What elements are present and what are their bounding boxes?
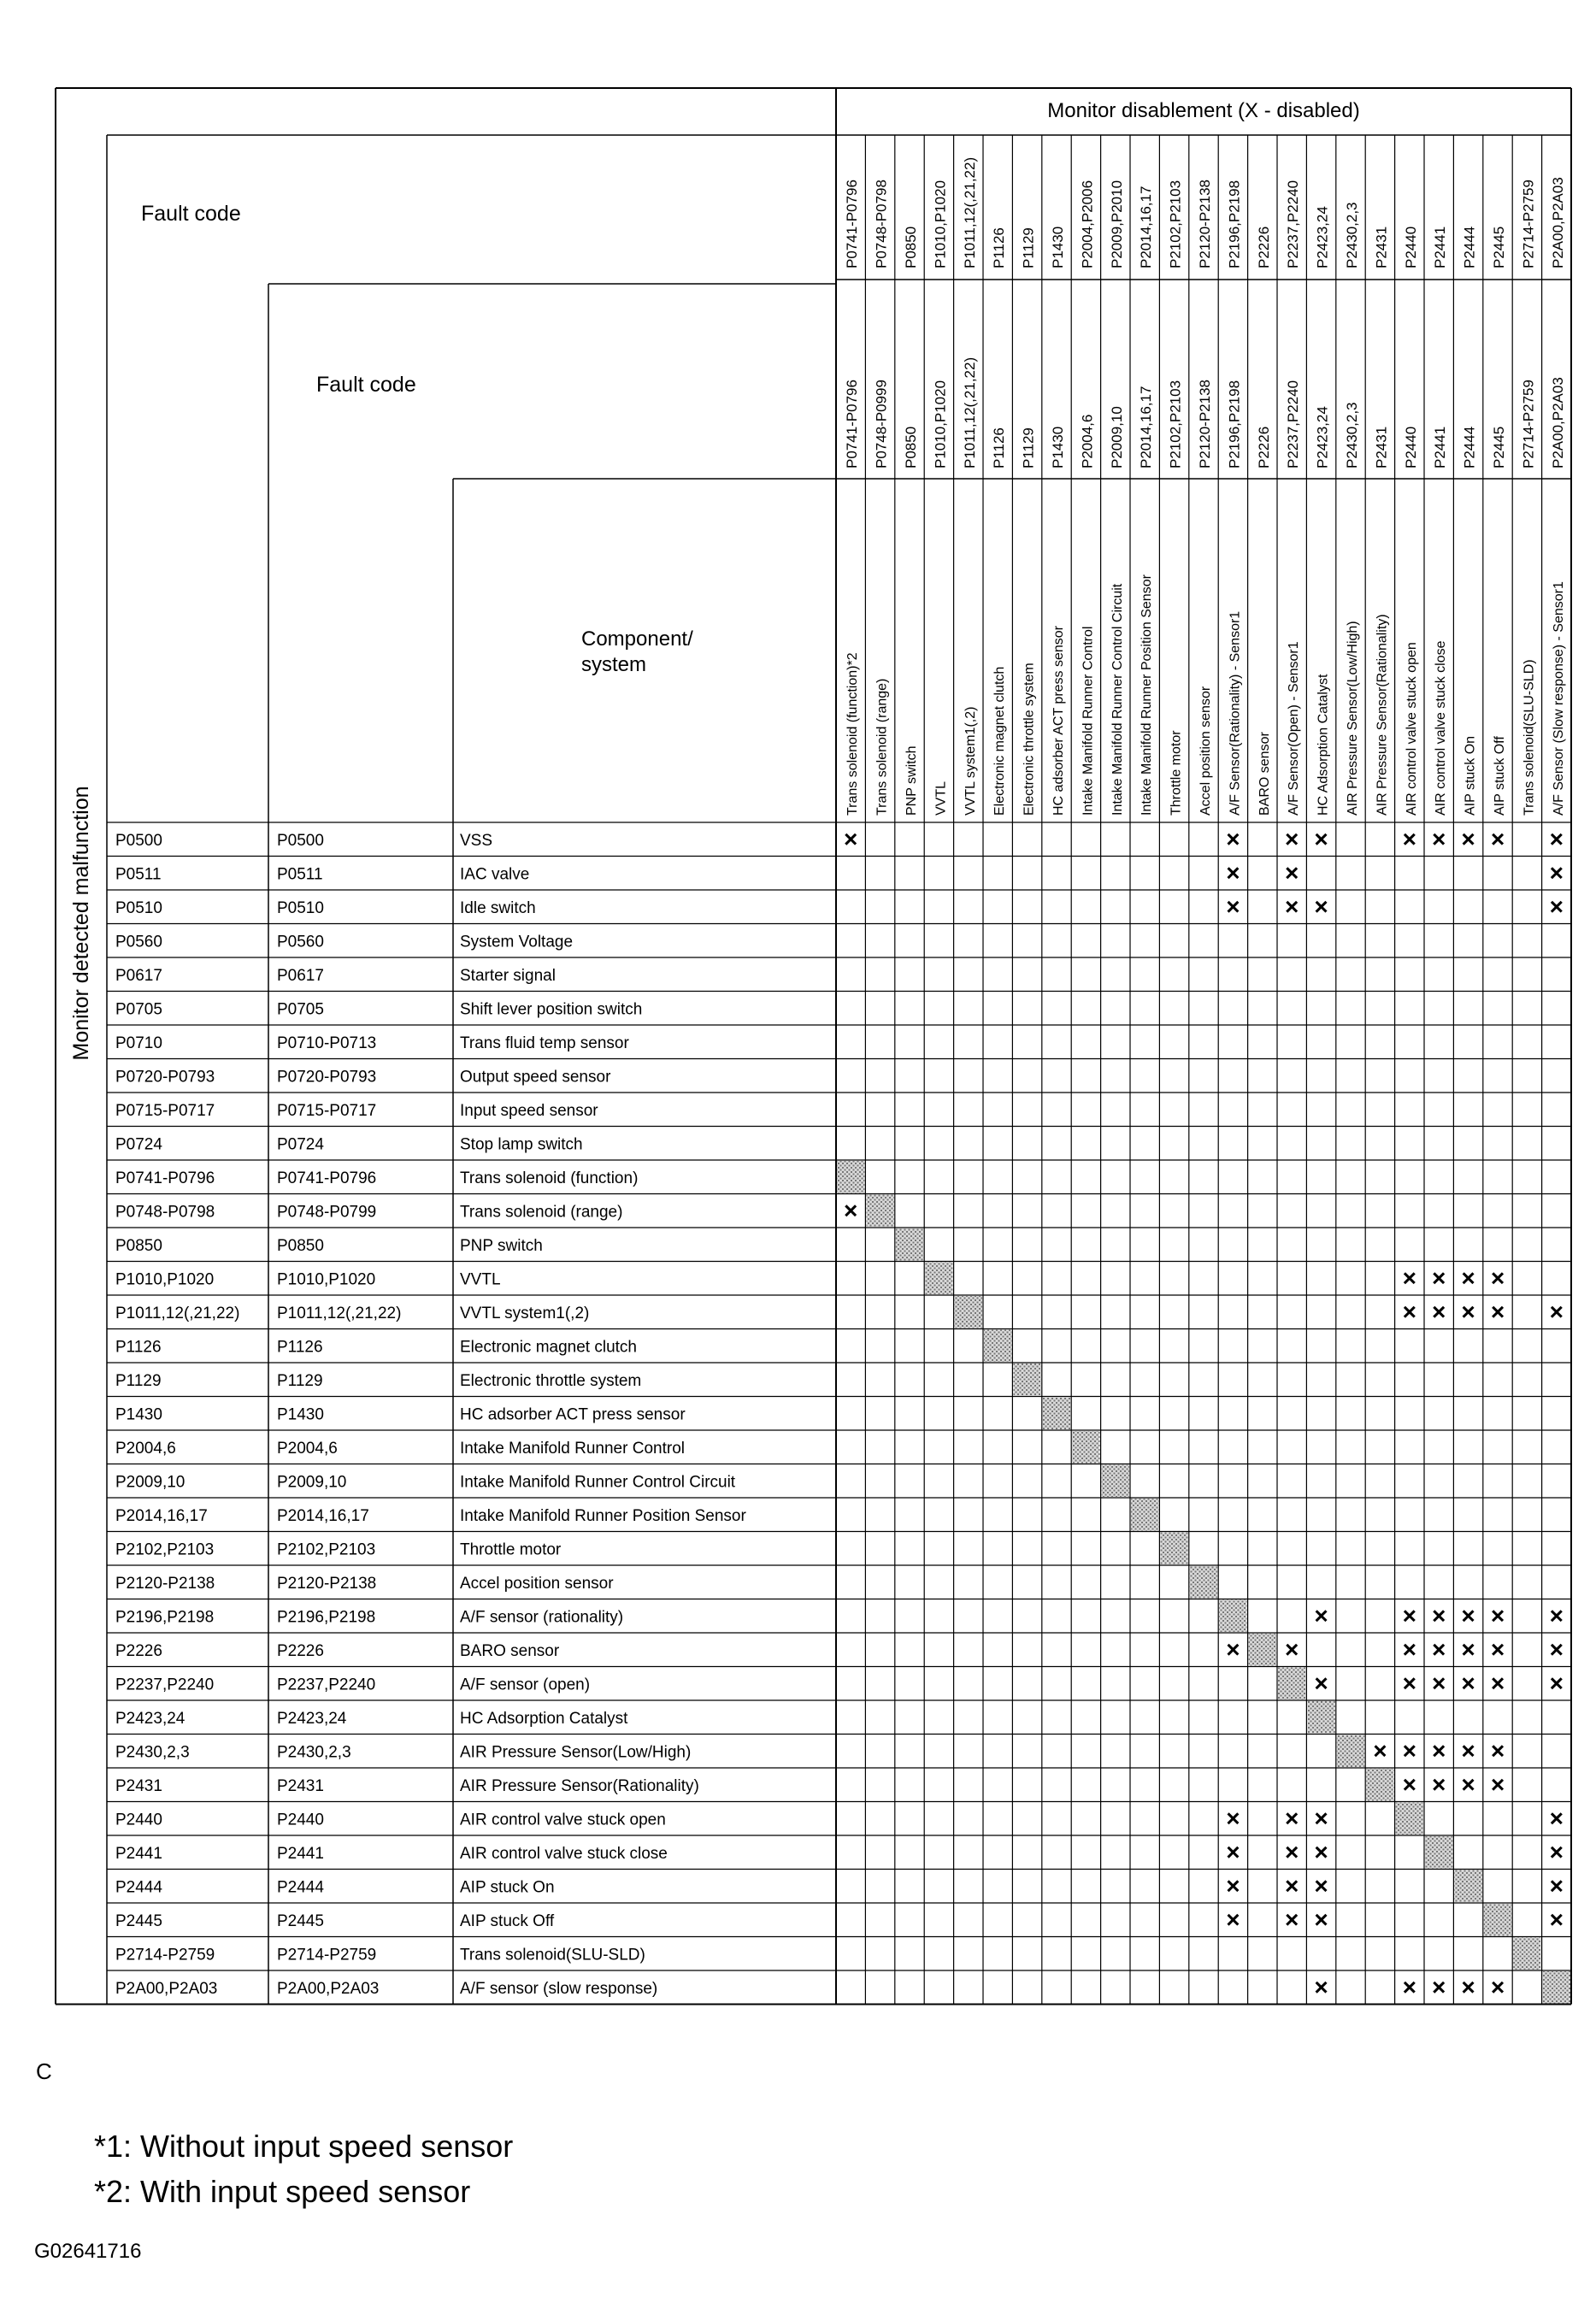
- disabled-x-mark: ×: [1314, 1839, 1328, 1866]
- row-component-label: HC adsorber ACT press sensor: [460, 1405, 686, 1424]
- column-fault-code-2: P2009,10: [1108, 406, 1125, 468]
- footnote-2: *2: With input speed sensor: [94, 2174, 471, 2209]
- row-fault-code-2: P2441: [277, 1844, 324, 1863]
- disabled-x-mark: ×: [1490, 1771, 1505, 1799]
- disabled-x-mark: ×: [1226, 859, 1240, 886]
- row-component-label: AIR control valve stuck open: [460, 1811, 666, 1829]
- column-fault-code-1: P2004,P2006: [1079, 180, 1096, 268]
- row-fault-code-1: P1126: [115, 1338, 162, 1357]
- row-component-label: Trans solenoid(SLU-SLD): [460, 1946, 645, 1964]
- column-fault-code-2: P0741-P0796: [844, 380, 861, 468]
- column-component-label: Intake Manifold Runner Position Sensor: [1140, 574, 1155, 816]
- column-fault-code-1: P2423,24: [1314, 206, 1331, 268]
- column-fault-code-1: P0850: [903, 226, 919, 268]
- column-fault-code-2: P1010,P1020: [932, 380, 949, 468]
- row-fault-code-1: P1430: [115, 1405, 162, 1424]
- row-fault-code-1: P0511: [115, 865, 162, 884]
- row-fault-code-2: P0710-P0713: [277, 1034, 377, 1052]
- column-fault-code-2: P2431: [1373, 426, 1390, 468]
- disabled-x-mark: ×: [1490, 1602, 1505, 1629]
- row-fault-code-2: P2009,10: [277, 1473, 347, 1492]
- disabled-x-mark: ×: [1549, 826, 1564, 853]
- diagonal-shaded-cell: [1366, 1769, 1393, 1801]
- row-component-label: Stop lamp switch: [460, 1135, 583, 1154]
- column-component-label: Trans solenoid (function)*2: [845, 652, 861, 816]
- row-fault-code-2: P0560: [277, 933, 324, 951]
- column-fault-code-1: P2102,P2103: [1167, 180, 1184, 268]
- row-fault-code-1: P2423,24: [115, 1709, 186, 1728]
- column-fault-code-2: P2441: [1432, 426, 1449, 468]
- row-fault-code-2: P0741-P0796: [277, 1169, 377, 1187]
- disabled-x-mark: ×: [1285, 1636, 1299, 1664]
- disabled-x-mark: ×: [1226, 1839, 1240, 1866]
- row-component-label: Shift lever position switch: [460, 1000, 643, 1019]
- row-component-label: AIP stuck Off: [460, 1911, 555, 1930]
- row-fault-code-2: P2430,2,3: [277, 1743, 351, 1762]
- disabled-x-mark: ×: [1285, 893, 1299, 921]
- row-fault-code-1: P2445: [115, 1911, 162, 1930]
- disabled-x-mark: ×: [1314, 1872, 1328, 1900]
- monitor-detected-malfunction-label: Monitor detected malfunction: [69, 786, 93, 1061]
- row-component-label: Accel position sensor: [460, 1574, 614, 1593]
- column-fault-code-2: P1011,12(,21,22): [961, 356, 978, 468]
- column-fault-code-1: P2440: [1402, 226, 1419, 268]
- row-fault-code-2: P0511: [277, 865, 323, 884]
- disabled-x-mark: ×: [1432, 1771, 1446, 1799]
- row-component-label: AIP stuck On: [460, 1878, 555, 1897]
- column-component-label: Throttle motor: [1169, 730, 1184, 816]
- row-fault-code-2: P0720-P0793: [277, 1068, 377, 1087]
- disabled-x-mark: ×: [1285, 1839, 1299, 1866]
- row-component-label: Intake Manifold Runner Control: [460, 1439, 685, 1458]
- disabled-x-mark: ×: [1461, 1974, 1475, 2001]
- column-fault-code-2: P2196,P2198: [1226, 380, 1243, 468]
- row-fault-code-2: P2226: [277, 1641, 324, 1660]
- row-fault-code-1: P1011,12(,21,22): [115, 1304, 240, 1322]
- row-component-label: Intake Manifold Runner Control Circuit: [460, 1473, 736, 1492]
- row-fault-code-2: P0500: [277, 831, 324, 850]
- disabled-x-mark: ×: [1432, 1636, 1446, 1664]
- diagonal-shaded-cell: [1219, 1600, 1246, 1633]
- disabled-x-mark: ×: [1285, 859, 1299, 886]
- diagonal-shaded-cell: [1190, 1566, 1217, 1599]
- disabled-x-mark: ×: [1226, 1805, 1240, 1832]
- row-fault-code-2: P0748-P0799: [277, 1203, 377, 1222]
- column-fault-code-1: P2441: [1432, 226, 1449, 268]
- diagonal-shaded-cell: [1102, 1465, 1129, 1498]
- diagonal-shaded-cell: [925, 1263, 952, 1295]
- disabled-x-mark: ×: [1314, 893, 1328, 921]
- diagonal-shaded-cell: [1337, 1735, 1364, 1768]
- row-fault-code-1: P2102,P2103: [115, 1540, 215, 1559]
- row-component-label: A/F sensor (slow response): [460, 1979, 658, 1998]
- disabled-x-mark: ×: [1314, 1670, 1328, 1697]
- column-component-label: HC Adsorption Catalyst: [1316, 674, 1331, 816]
- footnote-1: *1: Without input speed sensor: [94, 2129, 514, 2164]
- disabled-x-mark: ×: [1490, 1737, 1505, 1764]
- disabled-x-mark: ×: [1461, 1602, 1475, 1629]
- row-component-label: Output speed sensor: [460, 1068, 611, 1087]
- column-fault-code-1: P2120-P2138: [1197, 180, 1213, 268]
- row-fault-code-2: P1129: [277, 1371, 323, 1390]
- row-component-label: A/F sensor (rationality): [460, 1608, 624, 1627]
- disabled-x-mark: ×: [1461, 1737, 1475, 1764]
- disabled-x-mark: ×: [1402, 1974, 1416, 2001]
- column-fault-code-1: P1010,P1020: [932, 180, 949, 268]
- column-component-label: A/F Sensor(Open) - Sensor1: [1287, 641, 1302, 816]
- column-fault-code-2: P2A00,P2A03: [1549, 377, 1566, 468]
- row-fault-code-2: P2445: [277, 1911, 324, 1930]
- row-fault-code-2: P0705: [277, 1000, 324, 1019]
- row-fault-code-1: P2009,10: [115, 1473, 186, 1492]
- disabled-x-mark: ×: [1432, 1602, 1446, 1629]
- row-fault-code-1: P0741-P0796: [115, 1169, 215, 1187]
- column-component-label: A/F Sensor(Rationality) - Sensor1: [1228, 610, 1243, 816]
- disabled-x-mark: ×: [1373, 1737, 1387, 1764]
- diagonal-shaded-cell: [1307, 1701, 1334, 1734]
- column-component-label: HC adsorber ACT press sensor: [1051, 625, 1066, 816]
- disabled-x-mark: ×: [1490, 1264, 1505, 1292]
- row-fault-code-1: P2441: [115, 1844, 162, 1863]
- row-fault-code-2: P2196,P2198: [277, 1608, 376, 1627]
- disabled-x-mark: ×: [1226, 1636, 1240, 1664]
- row-fault-code-1: P2004,6: [115, 1439, 176, 1458]
- column-fault-code-2: P2120-P2138: [1197, 380, 1213, 468]
- disabled-x-mark: ×: [1285, 1805, 1299, 1832]
- row-fault-code-1: P2120-P2138: [115, 1574, 215, 1593]
- disabled-x-mark: ×: [1490, 1299, 1505, 1326]
- disabled-x-mark: ×: [1314, 826, 1328, 853]
- row-fault-code-1: P1129: [115, 1371, 162, 1390]
- disabled-x-mark: ×: [1461, 1670, 1475, 1697]
- row-component-label: IAC valve: [460, 865, 530, 884]
- row-fault-code-2: P1010,P1020: [277, 1270, 376, 1289]
- column-fault-code-2: P2714-P2759: [1520, 380, 1537, 468]
- column-fault-code-1: P2714-P2759: [1520, 180, 1537, 268]
- disabled-x-mark: ×: [1432, 826, 1446, 853]
- row-fault-code-1: P2444: [115, 1878, 162, 1897]
- disabled-x-mark: ×: [1432, 1670, 1446, 1697]
- disabled-x-mark: ×: [1402, 1636, 1416, 1664]
- row-fault-code-2: P2444: [277, 1878, 324, 1897]
- column-fault-code-2: P0850: [903, 426, 919, 468]
- row-component-label: Trans fluid temp sensor: [460, 1034, 629, 1052]
- column-component-label: Electronic magnet clutch: [992, 666, 1008, 816]
- diagonal-shaded-cell: [1396, 1803, 1423, 1835]
- disabled-x-mark: ×: [1490, 826, 1505, 853]
- column-component-label: Electronic throttle system: [1022, 663, 1037, 816]
- disabled-x-mark: ×: [1285, 826, 1299, 853]
- column-fault-code-2: P2237,P2240: [1285, 380, 1302, 468]
- column-fault-code-1: P2237,P2240: [1285, 180, 1302, 268]
- row-fault-code-1: P2430,2,3: [115, 1743, 190, 1762]
- column-fault-code-1: P1430: [1050, 226, 1066, 268]
- disabled-x-mark: ×: [1314, 1906, 1328, 1934]
- column-fault-code-1: P1129: [1020, 227, 1037, 268]
- disabled-x-mark: ×: [1461, 1636, 1475, 1664]
- column-component-label: AIP stuck Off: [1493, 736, 1507, 816]
- row-fault-code-1: P0500: [115, 831, 162, 850]
- monitor-disablement-title: Monitor disablement (X - disabled): [1047, 99, 1360, 122]
- column-component-label: A/F Sensor (Slow response) - Sensor1: [1551, 581, 1566, 816]
- column-fault-code-1: P2445: [1491, 226, 1507, 268]
- row-fault-code-2: P0510: [277, 898, 324, 917]
- row-fault-code-2: P1126: [277, 1338, 323, 1357]
- column-fault-code-2: P2444: [1461, 426, 1478, 468]
- disabled-x-mark: ×: [1461, 826, 1475, 853]
- disabled-x-mark: ×: [1402, 1670, 1416, 1697]
- row-fault-code-2: P0850: [277, 1236, 324, 1255]
- disabled-x-mark: ×: [1314, 1602, 1328, 1629]
- diagonal-shaded-cell: [1131, 1499, 1158, 1531]
- figure-id: G02641716: [34, 2240, 142, 2263]
- column-fault-code-2: P2226: [1255, 426, 1272, 468]
- disabled-x-mark: ×: [844, 1197, 858, 1224]
- row-component-label: Trans solenoid (range): [460, 1203, 623, 1222]
- column-fault-code-1: P2A00,P2A03: [1549, 177, 1566, 268]
- disabled-x-mark: ×: [1432, 1737, 1446, 1764]
- diagonal-shaded-cell: [1425, 1836, 1452, 1869]
- disabled-x-mark: ×: [1402, 1299, 1416, 1326]
- diagonal-shaded-cell: [896, 1228, 923, 1261]
- disabled-x-mark: ×: [1402, 826, 1416, 853]
- column-fault-code-2: P2445: [1491, 426, 1507, 468]
- column-component-label: AIR control valve stuck open: [1404, 642, 1419, 816]
- row-component-label: Trans solenoid (function): [460, 1169, 639, 1187]
- corner-label-c: C: [36, 2059, 52, 2084]
- disabled-x-mark: ×: [1461, 1771, 1475, 1799]
- column-component-label: AIR Pressure Sensor(Rationality): [1375, 614, 1390, 816]
- disabled-x-mark: ×: [1549, 1602, 1564, 1629]
- column-fault-code-2: P1129: [1020, 427, 1037, 468]
- column-fault-code-2: P2430,2,3: [1344, 402, 1360, 468]
- row-fault-code-2: P2237,P2240: [277, 1676, 376, 1694]
- column-fault-code-2: P2004,6: [1079, 414, 1096, 468]
- row-fault-code-1: P0850: [115, 1236, 162, 1255]
- fault-code-label-1: Fault code: [141, 202, 241, 226]
- row-fault-code-1: P2014,16,17: [115, 1506, 208, 1525]
- column-fault-code-1: P2014,16,17: [1138, 186, 1155, 268]
- disabled-x-mark: ×: [1402, 1771, 1416, 1799]
- disabled-x-mark: ×: [1402, 1602, 1416, 1629]
- column-component-label: Trans solenoid (range): [875, 678, 890, 816]
- disabled-x-mark: ×: [1549, 1299, 1564, 1326]
- column-fault-code-1: P0748-P0798: [873, 180, 890, 268]
- diagonal-shaded-cell: [1043, 1398, 1070, 1430]
- column-fault-code-2: P2423,24: [1314, 406, 1331, 468]
- row-component-label: Electronic magnet clutch: [460, 1338, 637, 1357]
- column-fault-code-1: P1126: [991, 227, 1008, 268]
- diagonal-shaded-cell: [1160, 1533, 1187, 1565]
- row-fault-code-2: P2431: [277, 1776, 324, 1795]
- column-fault-code-1: P2430,2,3: [1344, 202, 1360, 268]
- disabled-x-mark: ×: [1549, 1636, 1564, 1664]
- row-fault-code-1: P2714-P2759: [115, 1946, 215, 1964]
- row-fault-code-2: P2714-P2759: [277, 1946, 377, 1964]
- column-fault-code-2: P1430: [1050, 426, 1066, 468]
- disabled-x-mark: ×: [1461, 1299, 1475, 1326]
- row-fault-code-1: P0710: [115, 1034, 162, 1052]
- column-fault-code-1: P2196,P2198: [1226, 180, 1243, 268]
- row-component-label: BARO sensor: [460, 1641, 560, 1660]
- disabled-x-mark: ×: [1549, 1906, 1564, 1934]
- diagonal-shaded-cell: [1249, 1634, 1276, 1666]
- row-fault-code-1: P1010,P1020: [115, 1270, 215, 1289]
- row-fault-code-1: P0617: [115, 966, 162, 985]
- row-component-label: PNP switch: [460, 1236, 543, 1255]
- disabled-x-mark: ×: [1461, 1264, 1475, 1292]
- row-component-label: VSS: [460, 831, 493, 850]
- row-component-label: AIR control valve stuck close: [460, 1844, 668, 1863]
- column-fault-code-1: P2444: [1461, 226, 1478, 268]
- column-fault-code-2: P1126: [991, 427, 1008, 468]
- row-fault-code-1: P0560: [115, 933, 162, 951]
- disabled-x-mark: ×: [1226, 893, 1240, 921]
- disabled-x-mark: ×: [1226, 1872, 1240, 1900]
- row-component-label: Idle switch: [460, 898, 536, 917]
- column-fault-code-2: P2102,P2103: [1167, 380, 1184, 468]
- row-fault-code-1: P2226: [115, 1641, 162, 1660]
- column-component-label: AIR Pressure Sensor(Low/High): [1346, 621, 1360, 816]
- row-fault-code-2: P2014,16,17: [277, 1506, 369, 1525]
- disabled-x-mark: ×: [844, 826, 858, 853]
- row-fault-code-1: P2196,P2198: [115, 1608, 215, 1627]
- column-component-label: Intake Manifold Runner Control: [1081, 626, 1096, 816]
- disabled-x-mark: ×: [1490, 1670, 1505, 1697]
- column-component-label: Trans solenoid(SLU-SLD): [1522, 659, 1537, 816]
- component-system-label: Component/: [581, 627, 693, 651]
- column-fault-code-1: P2431: [1373, 226, 1390, 268]
- row-fault-code-2: P2120-P2138: [277, 1574, 377, 1593]
- column-component-label: Intake Manifold Runner Control Circuit: [1110, 583, 1125, 816]
- row-component-label: AIR Pressure Sensor(Low/High): [460, 1743, 692, 1762]
- row-fault-code-2: P2102,P2103: [277, 1540, 376, 1559]
- column-fault-code-2: P2014,16,17: [1138, 386, 1155, 468]
- diagonal-shaded-cell: [866, 1195, 893, 1228]
- disabled-x-mark: ×: [1549, 1839, 1564, 1866]
- column-component-label: VVTL system1(,2): [963, 706, 978, 816]
- row-fault-code-2: P1430: [277, 1405, 324, 1424]
- diagonal-shaded-cell: [1543, 1971, 1570, 2004]
- diagonal-shaded-cell: [837, 1161, 864, 1193]
- row-fault-code-1: P2431: [115, 1776, 162, 1795]
- column-component-label: VVTL: [933, 780, 949, 816]
- disabled-x-mark: ×: [1549, 1872, 1564, 1900]
- column-fault-code-1: P0741-P0796: [844, 180, 861, 268]
- disabled-x-mark: ×: [1402, 1264, 1416, 1292]
- row-component-label: Throttle motor: [460, 1540, 562, 1559]
- row-fault-code-1: P0720-P0793: [115, 1068, 215, 1087]
- row-component-label: Intake Manifold Runner Position Sensor: [460, 1506, 746, 1525]
- disabled-x-mark: ×: [1549, 893, 1564, 921]
- row-fault-code-1: P2237,P2240: [115, 1676, 215, 1694]
- column-fault-code-2: P0748-P0999: [873, 380, 890, 468]
- row-fault-code-1: P0510: [115, 898, 162, 917]
- column-component-label: BARO sensor: [1257, 732, 1272, 816]
- disabled-x-mark: ×: [1432, 1264, 1446, 1292]
- disabled-x-mark: ×: [1549, 1805, 1564, 1832]
- disabled-x-mark: ×: [1226, 1906, 1240, 1934]
- row-fault-code-2: P2423,24: [277, 1709, 347, 1728]
- disabled-x-mark: ×: [1432, 1299, 1446, 1326]
- disabled-x-mark: ×: [1402, 1737, 1416, 1764]
- diagonal-shaded-cell: [984, 1330, 1011, 1363]
- fault-code-label-2: Fault code: [316, 373, 416, 397]
- diagonal-shaded-cell: [1013, 1364, 1040, 1396]
- component-system-label-2: system: [581, 653, 647, 676]
- diagonal-shaded-cell: [955, 1296, 982, 1328]
- row-fault-code-1: P2A00,P2A03: [115, 1979, 218, 1998]
- column-component-label: AIR control valve stuck close: [1434, 640, 1449, 816]
- row-fault-code-2: P2440: [277, 1811, 324, 1829]
- row-component-label: HC Adsorption Catalyst: [460, 1709, 628, 1728]
- disabled-x-mark: ×: [1432, 1974, 1446, 2001]
- disabled-x-mark: ×: [1490, 1636, 1505, 1664]
- disabled-x-mark: ×: [1314, 1974, 1328, 2001]
- column-fault-code-1: P2009,P2010: [1108, 180, 1125, 268]
- row-fault-code-1: P0748-P0798: [115, 1203, 215, 1222]
- row-component-label: VVTL system1(,2): [460, 1304, 590, 1322]
- row-fault-code-1: P0705: [115, 1000, 162, 1019]
- diagonal-shaded-cell: [1072, 1431, 1099, 1464]
- row-fault-code-2: P0724: [277, 1135, 324, 1154]
- column-fault-code-2: P2440: [1402, 426, 1419, 468]
- diagonal-shaded-cell: [1278, 1668, 1305, 1700]
- row-component-label: Input speed sensor: [460, 1101, 598, 1120]
- row-component-label: VVTL: [460, 1270, 501, 1289]
- diagonal-shaded-cell: [1484, 1904, 1511, 1936]
- disabled-x-mark: ×: [1549, 1670, 1564, 1697]
- disabled-x-mark: ×: [1490, 1974, 1505, 2001]
- column-component-label: Accel position sensor: [1198, 686, 1213, 816]
- disabled-x-mark: ×: [1285, 1906, 1299, 1934]
- row-fault-code-1: P0715-P0717: [115, 1101, 215, 1120]
- row-fault-code-1: P2440: [115, 1811, 162, 1829]
- column-component-label: PNP switch: [904, 745, 919, 816]
- row-fault-code-2: P1011,12(,21,22): [277, 1304, 402, 1322]
- diagonal-shaded-cell: [1454, 1870, 1481, 1903]
- diagonal-shaded-cell: [1513, 1938, 1540, 1970]
- row-component-label: Starter signal: [460, 966, 556, 985]
- disabled-x-mark: ×: [1549, 859, 1564, 886]
- column-fault-code-1: P2226: [1255, 226, 1272, 268]
- row-component-label: System Voltage: [460, 933, 574, 951]
- row-fault-code-2: P0715-P0717: [277, 1101, 377, 1120]
- row-fault-code-2: P2004,6: [277, 1439, 338, 1458]
- disabled-x-mark: ×: [1314, 1805, 1328, 1832]
- row-component-label: AIR Pressure Sensor(Rationality): [460, 1776, 699, 1795]
- row-fault-code-2: P0617: [277, 966, 324, 985]
- disabled-x-mark: ×: [1285, 1872, 1299, 1900]
- column-component-label: AIP stuck On: [1463, 735, 1478, 816]
- row-fault-code-2: P2A00,P2A03: [277, 1979, 380, 1998]
- disabled-x-mark: ×: [1226, 826, 1240, 853]
- row-fault-code-1: P0724: [115, 1135, 162, 1154]
- row-component-label: Electronic throttle system: [460, 1371, 642, 1390]
- column-fault-code-1: P1011,12(,21,22): [961, 156, 978, 268]
- row-component-label: A/F sensor (open): [460, 1676, 591, 1694]
